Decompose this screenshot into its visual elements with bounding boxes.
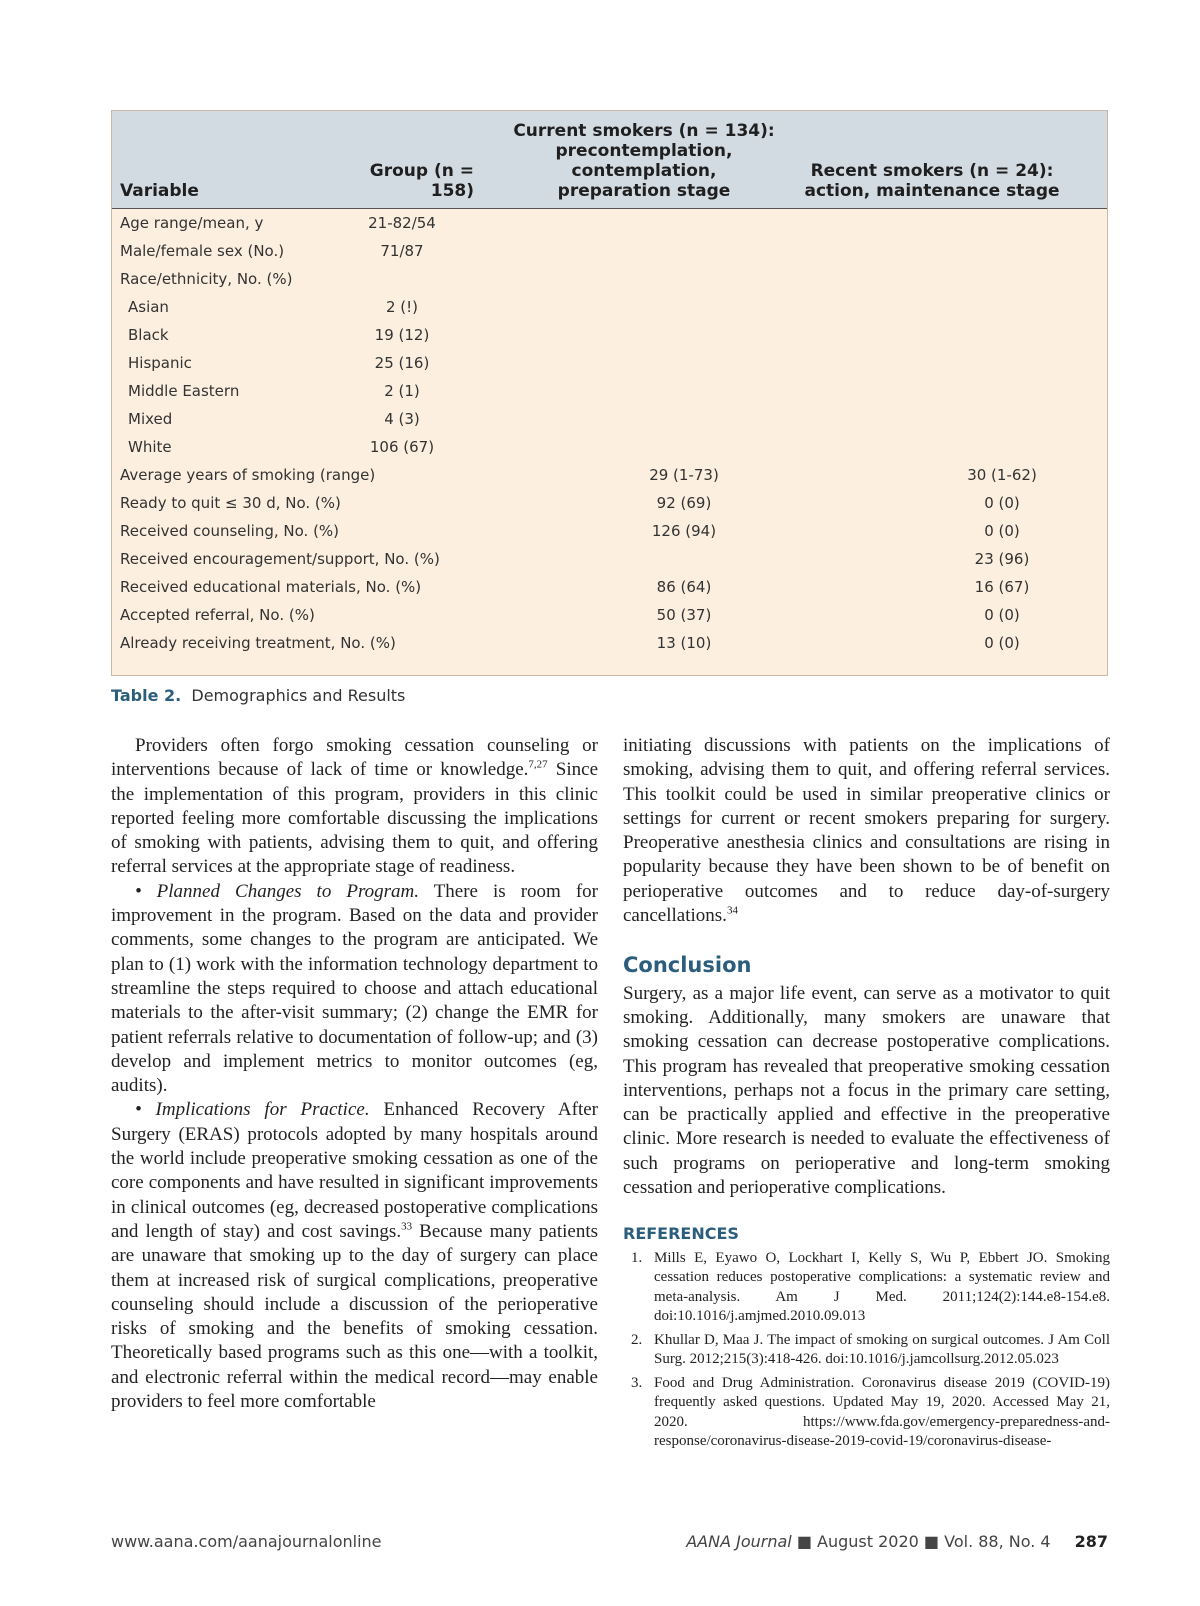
- table-row: [112, 209, 1107, 237]
- subheading: • Implications for Practice.: [135, 1099, 370, 1121]
- header-current-smokers: [494, 121, 794, 201]
- citation: 7,27: [528, 758, 548, 771]
- cell-current: 126 (94): [651, 522, 717, 540]
- table-header: [112, 111, 1107, 209]
- cell-variable: Black: [128, 326, 169, 344]
- cell-variable: Age range/mean, y: [120, 214, 264, 232]
- volume: Vol. 88, No. 4: [944, 1532, 1051, 1551]
- cell-variable: Already receiving treatment, No. (%): [120, 634, 396, 652]
- text: Enhanced Recovery After Surgery (ERAS) protocols adopted by many hospitals around the world include preoperative smoking cessation as one of the core components and have resulted in significant improvements in clinical outcomes (eg, decreased postoperative complications and length of stay) and cost savings.: [111, 1099, 598, 1242]
- cell-current: 29 (1-73): [649, 466, 719, 484]
- header-recent-line: action, maintenance stage: [804, 181, 1060, 201]
- cell-group: 106 (67): [369, 438, 435, 456]
- cell-variable: White: [128, 438, 172, 456]
- left-column: [111, 734, 598, 1414]
- cell-group: 71/87: [380, 242, 424, 260]
- cell-variable: Race/ethnicity, No. (%): [120, 270, 293, 288]
- header-current-line: precontemplation,: [555, 141, 733, 161]
- table-row: [112, 573, 1107, 601]
- reference-text: Mills E, Eyawo O, Lockhart I, Kelly S, Wu P, Ebbert JO. Smoking cessation reduces postoperative complications: a systematic review and meta-analysis. Am J Med. 2011;124(2):144.e8-154.e8. doi:10.1016/j.amjmed.2010.09.013: [654, 1249, 1110, 1325]
- cell-variable: Accepted referral, No. (%): [120, 606, 315, 624]
- journal-name: AANA Journal: [686, 1532, 792, 1551]
- cell-recent: 23 (96): [974, 550, 1030, 568]
- table-row: [112, 321, 1107, 349]
- issue-date: August 2020: [817, 1532, 919, 1551]
- cell-variable: Mixed: [128, 410, 173, 428]
- reference-number: 1.: [631, 1249, 643, 1266]
- table-row: [112, 265, 1107, 293]
- references-heading: REFERENCES: [623, 1224, 739, 1244]
- caption-label: Table 2.: [111, 686, 182, 705]
- cell-recent: 0 (0): [984, 522, 1020, 540]
- footer-citation: [686, 1532, 1108, 1551]
- right-column: [623, 734, 1110, 1456]
- demographics-table: [111, 110, 1108, 676]
- reference-item: [623, 1331, 1110, 1370]
- table-row: [112, 601, 1107, 629]
- table-caption: [111, 686, 405, 705]
- text: Providers often forgo smoking cessation counseling or interventions because of lack of time or knowledge.: [111, 735, 598, 781]
- cell-variable: Received encouragement/support, No. (%): [120, 550, 440, 568]
- header-recent-smokers: [777, 161, 1087, 201]
- header-variable: Variable: [120, 181, 199, 201]
- table-row: [112, 293, 1107, 321]
- conclusion-paragraph: Surgery, as a major life event, can serve as a motivator to quit smoking. Additionally, many smokers are unaware that smoking cessation can decrease postoperative complications. This program has revealed that preoperative smoking cessation interventions, perhaps not a focus in the primary care setting, can be practically applied and effective in the preoperative clinic. More research is needed to evaluate the effectiveness of such programs on perioperative and long-term smoking cessation and perioperative complications.: [623, 982, 1110, 1199]
- cell-group: 19 (12): [374, 326, 430, 344]
- cell-current: 92 (69): [656, 494, 712, 512]
- page-number: 287: [1074, 1532, 1108, 1551]
- cell-current: 50 (37): [656, 606, 712, 624]
- subheading: • Planned Changes to Program.: [135, 880, 420, 902]
- reference-item: [623, 1374, 1110, 1452]
- separator: ■: [918, 1532, 945, 1551]
- text: initiating discussions with patients on the implications of smoking, advising them to quit, and offering referral services. This toolkit could be used in similar preoperative clinics or settings for current or recent smokers preparing for surgery. Preoperative anesthesia clinics and consultations are rising in popularity because they have been shown to be of benefit on perioperative outcomes and to reduce day-of-surgery cancellations.: [623, 735, 1110, 927]
- table-row: [112, 237, 1107, 265]
- reference-number: 2.: [631, 1331, 643, 1348]
- paragraph: [111, 880, 598, 1099]
- cell-variable: Asian: [128, 298, 169, 316]
- reference-number: 3.: [631, 1374, 643, 1391]
- text: There is room for improvement in the program. Based on the data and provider comments, some changes to the program are anticipated. We plan to (1) work with the information technology department to streamline the steps required to choose and attach educational materials to the after-visit summary; (2) change the EMR for patient referrals relative to documentation of follow-up; and (3) develop and implement metrics to monitor outcomes (eg, audits).: [111, 880, 598, 1097]
- cell-recent: 0 (0): [984, 494, 1020, 512]
- cell-group: 25 (16): [374, 354, 430, 372]
- citation: 33: [401, 1220, 413, 1233]
- table-row: [112, 377, 1107, 405]
- cell-recent: 30 (1-62): [967, 466, 1037, 484]
- paragraph: [111, 1098, 598, 1414]
- paragraph: [111, 734, 598, 880]
- header-recent-line: Recent smokers (n = 24):: [810, 161, 1054, 181]
- text: Because many patients are unaware that smoking up to the day of surgery can place them at increased risk of surgical complications, preoperative counseling should include a discussion of the perioperative risks of smoking and the benefits of smoking cessation. Theoretically based programs such as this one—with a toolkit, and electronic referral within the medical record—may enable providers to feel more comfortable: [111, 1220, 598, 1413]
- table-row: [112, 489, 1107, 517]
- cell-recent: 0 (0): [984, 634, 1020, 652]
- caption-text: Demographics and Results: [191, 686, 406, 705]
- header-current-line: contemplation,: [571, 161, 717, 181]
- cell-variable: Received counseling, No. (%): [120, 522, 340, 540]
- table-row: [112, 433, 1107, 461]
- table-row: [112, 629, 1107, 657]
- cell-group: 21-82/54: [368, 214, 436, 232]
- header-group: Group (n = 158): [369, 161, 474, 201]
- references-list: [623, 1249, 1110, 1452]
- text: Since the implementation of this program, providers in this clinic reported feeling more comfortable discussing the implications of smoking with patients, advising them to quit, and offering referral services at the appropriate stage of readiness.: [111, 759, 599, 878]
- header-current-line: Current smokers (n = 134):: [513, 121, 775, 141]
- table-row: [112, 349, 1107, 377]
- footer-url[interactable]: www.aana.com/aanajournalonline: [111, 1532, 382, 1551]
- cell-group: 4 (3): [384, 410, 420, 428]
- cell-variable: Male/female sex (No.): [120, 242, 285, 260]
- cell-variable: Average years of smoking (range): [120, 466, 376, 484]
- cell-recent: 0 (0): [984, 606, 1020, 624]
- header-current-line: preparation stage: [557, 181, 731, 201]
- cell-variable: Ready to quit ≤ 30 d, No. (%): [120, 494, 341, 512]
- separator: ■: [791, 1532, 818, 1551]
- cell-recent: 16 (67): [974, 578, 1030, 596]
- cell-group: 2 (1): [384, 382, 420, 400]
- table-row: [112, 517, 1107, 545]
- cell-group: 2 (!): [385, 298, 419, 316]
- reference-text: Food and Drug Administration. Coronavirus disease 2019 (COVID-19) frequently asked questions. Updated May 19, 2020. Accessed May 21, 2020. https://www.fda.gov/emergency-preparedness-and-response/coronavirus-disease-2019-covid-19/coronavirus-disease-: [654, 1374, 1110, 1450]
- cell-variable: Hispanic: [128, 354, 192, 372]
- conclusion-heading: Conclusion: [623, 953, 752, 978]
- cell-variable: Middle Eastern: [128, 382, 240, 400]
- table-row: [112, 461, 1107, 489]
- cell-current: 13 (10): [656, 634, 712, 652]
- cell-variable: Received educational materials, No. (%): [120, 578, 422, 596]
- reference-item: [623, 1249, 1110, 1327]
- reference-text: Khullar D, Maa J. The impact of smoking on surgical outcomes. J Am Coll Surg. 2012;215(3):418-426. doi:10.1016/j.jamcollsurg.2012.05.023: [654, 1331, 1110, 1368]
- table-row: [112, 545, 1107, 573]
- table-row: [112, 405, 1107, 433]
- citation: 34: [726, 904, 738, 917]
- cell-current: 86 (64): [656, 578, 712, 596]
- paragraph: [623, 734, 1110, 928]
